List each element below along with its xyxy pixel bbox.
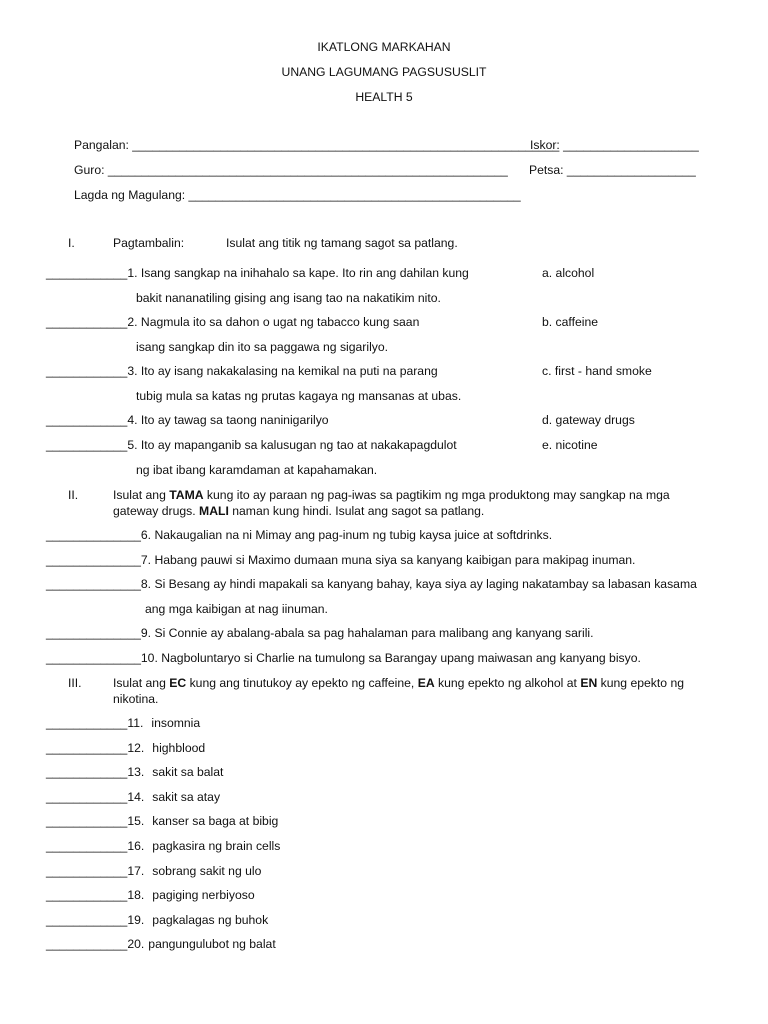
question-2[interactable]: ____________2. Nagmula ito sa dahon o ugat ng tabacco kung saan: [46, 315, 420, 329]
teacher-field[interactable]: Guro: ___________________________________________________________: [74, 163, 508, 177]
question-17[interactable]: ____________17. sobrang sakit ng ulo: [46, 864, 262, 878]
part3-numeral: III.: [68, 676, 82, 690]
question-4[interactable]: ____________4. Ito ay tawag sa taong naninigarilyo: [46, 413, 329, 427]
question-13[interactable]: ____________13. sakit sa balat: [46, 765, 224, 779]
question-11[interactable]: ____________11. insomnia: [46, 716, 201, 730]
parent-signature-field[interactable]: Lagda ng Magulang: _________________________________________________: [74, 188, 521, 202]
score-field[interactable]: Iskor: ____________________: [530, 138, 699, 152]
keyword-ec: EC: [169, 676, 187, 690]
header-title: IKATLONG MARKAHAN: [317, 40, 451, 54]
keyword-ea: EA: [417, 676, 435, 690]
date-field[interactable]: Petsa: ___________________: [529, 163, 696, 177]
question-9[interactable]: ______________9. Si Connie ay abalang-abala sa pag hahalaman para malibang ang kanyang sarili.: [46, 626, 594, 640]
question-6[interactable]: ______________6. Nakaugalian na ni Mimay ang pag-inum ng tubig kaysa juice at softdrinks.: [46, 528, 553, 542]
choice-a: a. alcohol: [542, 266, 595, 280]
part1-numeral: I.: [68, 236, 75, 250]
keyword-en: EN: [580, 676, 598, 690]
question-20[interactable]: ____________20. pangungulubot ng balat: [46, 937, 276, 951]
question-1[interactable]: ____________1. Isang sangkap na inihahalo sa kape. Ito rin ang dahilan kung: [46, 266, 469, 280]
choice-d: d. gateway drugs: [542, 413, 635, 427]
choice-c: c. first - hand smoke: [542, 364, 652, 378]
question-19[interactable]: ____________19. pagkalagas ng buhok: [46, 913, 269, 927]
part2-instruction-line2: gateway drugs. MALI naman kung hindi. Isulat ang sagot sa patlang.: [113, 504, 485, 518]
question-3[interactable]: ____________3. Ito ay isang nakakalasing na kemikal na puti na parang: [46, 364, 438, 378]
question-12[interactable]: ____________12. highblood: [46, 741, 206, 755]
question-2-cont: isang sangkap din ito sa paggawa ng sigarilyo.: [136, 340, 389, 354]
question-5-cont: ng ibat ibang karamdaman at kapahamakan.: [136, 463, 378, 477]
question-3-cont: tubig mula sa katas ng prutas kagaya ng mansanas at ubas.: [136, 389, 462, 403]
question-14[interactable]: ____________14. sakit sa atay: [46, 790, 221, 804]
question-10[interactable]: ______________10. Nagboluntaryo si Charlie na tumulong sa Barangay upang maiwasan ang kanyang bisyo.: [46, 651, 641, 665]
choice-b: b. caffeine: [542, 315, 599, 329]
header-subject: HEALTH 5: [355, 90, 413, 104]
choice-e: e. nicotine: [542, 438, 598, 452]
question-18[interactable]: ____________18. pagiging nerbiyoso: [46, 888, 255, 902]
part3-instruction-line1: Isulat ang EC kung ang tinutukoy ay epekto ng caffeine, EA kung epekto ng alkohol at EN kung epekto ng: [113, 676, 685, 690]
header-subtitle: UNANG LAGUMANG PAGSUSUSLIT: [281, 65, 487, 79]
part1-instruction: Isulat ang titik ng tamang sagot sa patlang.: [226, 236, 458, 250]
question-7[interactable]: ______________7. Habang pauwi si Maximo dumaan muna siya sa kanyang kaibigan para makipag inuman.: [46, 553, 636, 567]
part1-title: Pagtambalin:: [113, 236, 185, 250]
keyword-mali: MALI: [199, 504, 229, 518]
part3-instruction-line2: nikotina.: [113, 692, 159, 706]
question-8-cont: ang mga kaibigan at nag iinuman.: [145, 602, 328, 616]
question-5[interactable]: ____________5. Ito ay mapanganib sa kalusugan ng tao at nakakapagdulot: [46, 438, 457, 452]
question-8[interactable]: ______________8. Si Besang ay hindi mapakali sa kanyang bahay, kaya siya ay laging nakatambay sa labasan kasama: [46, 577, 697, 591]
part2-numeral: II.: [68, 488, 79, 502]
part2-instruction-line1: Isulat ang TAMA kung ito ay paraan ng pag-iwas sa pagtikim ng mga produktong may sangkap na mga: [113, 488, 670, 502]
keyword-tama: TAMA: [169, 488, 204, 502]
question-16[interactable]: ____________16. pagkasira ng brain cells: [46, 839, 281, 853]
question-1-cont: bakit nananatiling gising ang isang tao na nakatikim nito.: [136, 291, 441, 305]
name-field[interactable]: Pangalan: _______________________________________________________________: [74, 138, 560, 152]
question-15[interactable]: ____________15. kanser sa baga at bibig: [46, 814, 279, 828]
